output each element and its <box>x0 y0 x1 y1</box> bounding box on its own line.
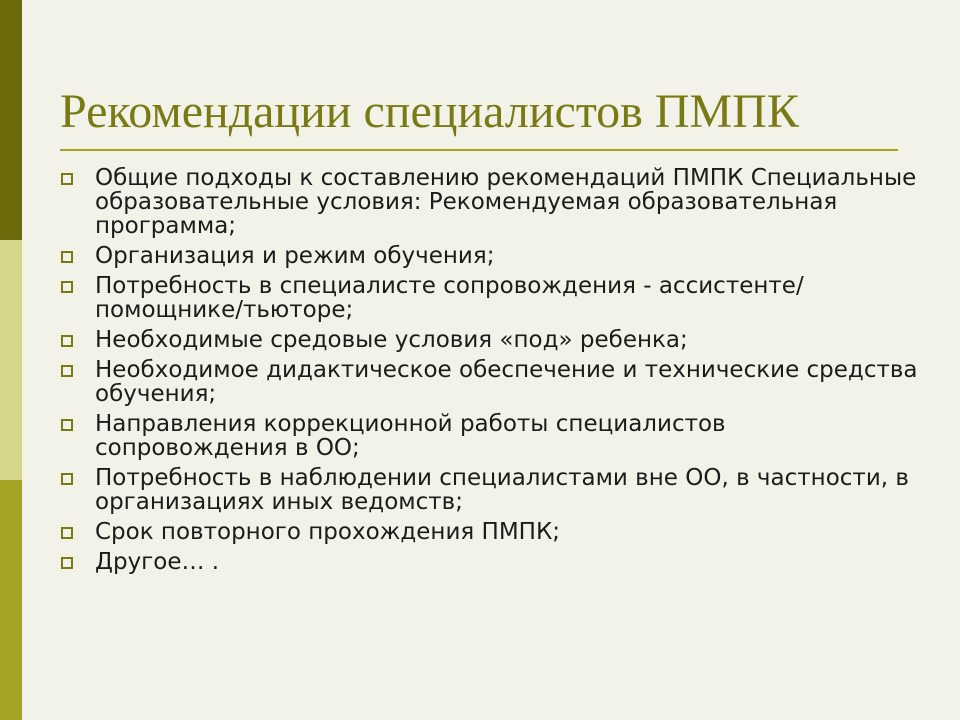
bullet-text: Необходимые средовые условия «под» ребенка; <box>95 327 688 353</box>
list-item <box>58 412 918 460</box>
bullet-text: Другое… . <box>95 549 220 575</box>
list-item <box>58 244 918 268</box>
hollow-square-bullet-icon <box>61 557 73 569</box>
list-item <box>58 466 918 514</box>
hollow-square-bullet-icon <box>61 527 73 539</box>
side-bar-dark <box>0 0 22 240</box>
hollow-square-bullet-icon <box>61 173 73 185</box>
hollow-square-bullet-icon <box>61 281 73 293</box>
list-item <box>58 358 918 406</box>
hollow-square-bullet-icon <box>61 419 73 431</box>
list-item <box>58 328 918 352</box>
hollow-square-bullet-icon <box>61 473 73 485</box>
list-item <box>58 550 918 574</box>
hollow-square-bullet-icon <box>61 365 73 377</box>
hollow-square-bullet-icon <box>61 335 73 347</box>
list-item <box>58 166 918 238</box>
slide-title: Рекомендации специалистов ПМПК <box>60 85 799 138</box>
bullet-text: Общие подходы к составлению рекомендаций ПМПК Специальные образовательные условия: Рекомендуемая образовательная программа; <box>95 165 917 239</box>
hollow-square-bullet-icon <box>61 251 73 263</box>
bullet-text: Организация и режим обучения; <box>95 243 495 269</box>
bullet-list <box>58 166 918 580</box>
bullet-text: Срок повторного прохождения ПМПК; <box>95 519 561 545</box>
bullet-text: Потребность в наблюдении специалистами вне ОО, в частности, в организациях иных ведомств; <box>95 465 909 515</box>
list-item <box>58 520 918 544</box>
title-underline <box>60 149 898 151</box>
bullet-text: Необходимое дидактическое обеспечение и технические средства обучения; <box>95 357 918 407</box>
bullet-text: Направления коррекционной работы специалистов сопровождения в ОО; <box>95 411 726 461</box>
bullet-text: Потребность в специалисте сопровождения - ассистенте/помощнике/тьюторе; <box>95 273 804 323</box>
list-item <box>58 274 918 322</box>
side-bar-mid <box>0 480 22 720</box>
side-bar-light <box>0 240 22 480</box>
